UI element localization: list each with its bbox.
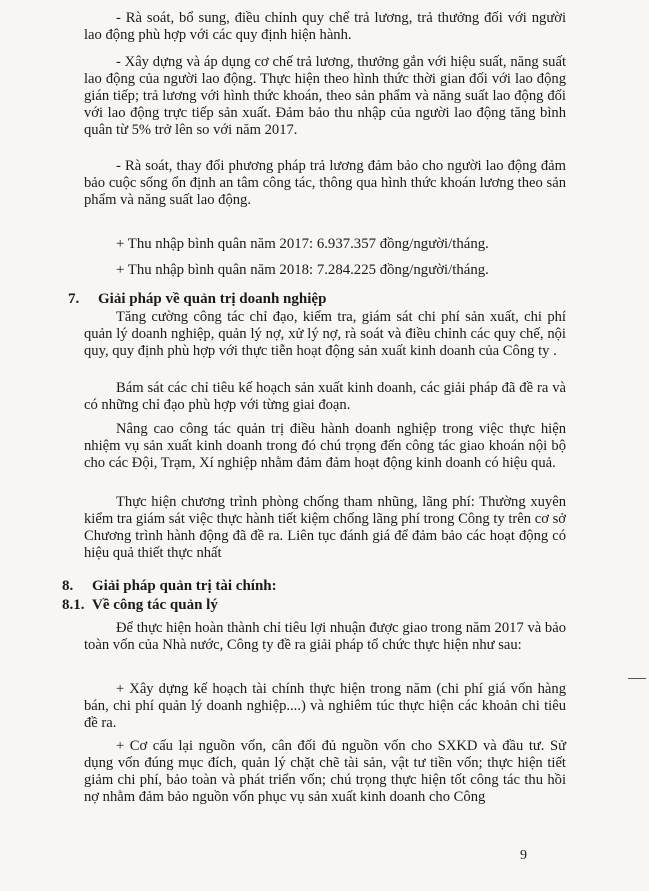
section-7-title: Giải pháp về quản trị doanh nghiệp — [98, 291, 327, 307]
paragraph-management-control: Tăng cường công tác chỉ đạo, kiểm tra, giám sát chi phí sản xuất, chi phí quản lý doanh nghiệp, quản lý nợ, xử lý nợ, rà soát và điều chỉnh các quy chế, nội quy, quy định phù hợp với thực tiễn hoạt động sản xuất kinh doanh của Công ty . — [84, 309, 566, 359]
paragraph-profit-target: Để thực hiện hoàn thành chỉ tiêu lợi nhuận được giao trong năm 2017 và bảo toàn vốn của Nhà nước, Công ty đề ra giải pháp tổ chức thực hiện như sau: — [84, 620, 566, 653]
section-8-title: Giải pháp quản trị tài chính: — [92, 578, 277, 594]
income-2017: + Thu nhập bình quân năm 2017: 6.937.357 đồng/người/tháng. — [116, 236, 489, 252]
income-2018: + Thu nhập bình quân năm 2018: 7.284.225 đồng/người/tháng. — [116, 262, 489, 278]
margin-mark — [628, 678, 646, 679]
section-8-1-title: Về công tác quản lý — [92, 597, 218, 613]
section-8-1-number: 8.1. — [62, 597, 85, 613]
section-8-heading — [62, 578, 277, 595]
paragraph-salary-review: - Rà soát, bổ sung, điều chỉnh quy chế trả lương, trả thưởng đối với người lao động phù hợp với các quy định hiện hành. — [84, 10, 566, 43]
bullet-financial-plan: + Xây dựng kế hoạch tài chính thực hiện trong năm (chi phí giá vốn hàng bán, chi phí quản lý doanh nghiệp....) và nghiêm túc thực hiện các khoản chi tiêu đề ra. — [84, 681, 566, 731]
section-7-heading — [68, 291, 326, 308]
section-8-1-heading — [62, 597, 218, 614]
section-7-number: 7. — [68, 291, 80, 307]
paragraph-anti-corruption: Thực hiện chương trình phòng chống tham nhũng, lãng phí: Thường xuyên kiểm tra giám sát việc thực hành tiết kiệm chống lãng phí trong Công ty trên cơ sở Chương trình hành động đã đề ra. Liên tục đánh giá để đảm bảo các hoạt động có hiệu quả thiết thực nhất — [84, 494, 566, 561]
paragraph-follow-targets: Bám sát các chỉ tiêu kế hoạch sản xuất kinh doanh, các giải pháp đã đề ra và có những chỉ đạo phù hợp với từng giai đoạn. — [84, 380, 566, 413]
paragraph-salary-method: - Rà soát, thay đổi phương pháp trả lương đảm bảo cho người lao động đảm bảo cuộc sống ổn định an tâm công tác, thông qua hình thức khoán lương theo sản phẩm và năng suất lao động. — [84, 158, 566, 208]
paragraph-enterprise-governance: Nâng cao công tác quản trị điều hành doanh nghiệp trong việc thực hiện nhiệm vụ sản xuất kinh doanh trong đó chú trọng đến công tác giao khoán nội bộ cho các Đội, Trạm, Xí nghiệp nhằm đảm đảm hoạt động kinh doanh có hiệu quả. — [84, 421, 566, 471]
section-8-number: 8. — [62, 578, 74, 594]
page-number: 9 — [520, 848, 527, 863]
bullet-capital-restructure: + Cơ cấu lại nguồn vốn, cân đối đủ nguồn vốn cho SXKD và đầu tư. Sử dụng vốn đúng mục đích, quản lý chặt chẽ tài sản, vật tư tiền vốn; thực hiện tiết giảm chi phí, bảo toàn và phát triển vốn; chú trọng thực hiện tốt công tác thu hồi nợ nhằm đảm bảo nguồn vốn phục vụ sản xuất kinh doanh cho Công — [84, 738, 566, 805]
paragraph-salary-mechanism: - Xây dựng và áp dụng cơ chế trả lương, thưởng gắn với hiệu suất, năng suất lao động của người lao động. Thực hiện theo hình thức thời gian đối với lao động gián tiếp; trả lương với hình thức khoán, theo sản phẩm và năng suất lao động đối với lao động trực tiếp sản xuất. Đảm bảo thu nhập của người lao động tăng bình quân từ 5% trở lên so với năm 2017. — [84, 54, 566, 138]
